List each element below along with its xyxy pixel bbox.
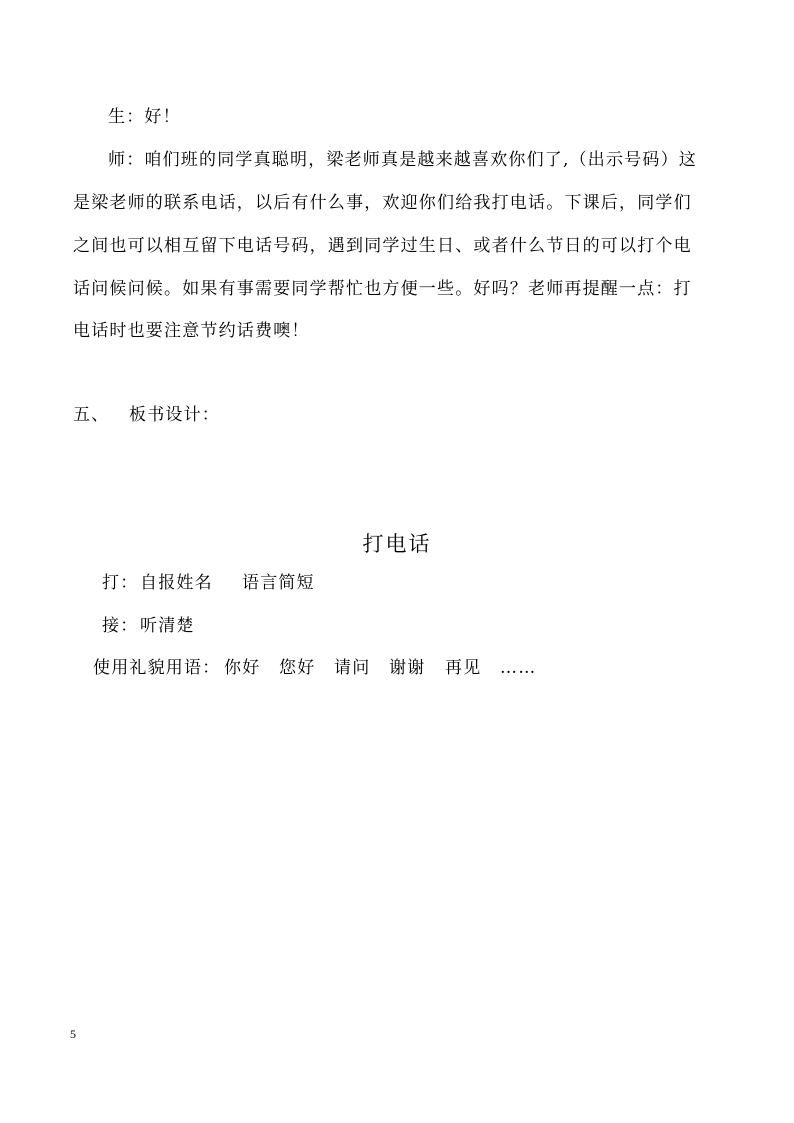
student-line: 生：好！	[108, 107, 181, 127]
teacher-line-2: 是梁老师的联系电话，以后有什么事，欢迎你们给我打电话。下课后，同学们	[73, 193, 692, 213]
polite-item-3: 请问	[334, 658, 371, 678]
polite-item-1: 你好	[224, 658, 261, 678]
polite-item-5: 再见	[445, 658, 482, 678]
answer-label: 接：	[102, 616, 139, 636]
polite-item-6: ……	[500, 658, 537, 678]
call-item-1: 自报姓名	[140, 573, 213, 593]
page-number: 5	[70, 1027, 76, 1041]
answer-item-1: 听清楚	[140, 616, 195, 636]
board-title: 打电话	[362, 532, 432, 556]
polite-item-2: 您好	[279, 658, 316, 678]
section-heading: 板书设计：	[129, 405, 220, 425]
polite-item-4: 谢谢	[389, 658, 426, 678]
teacher-line-5: 电话时也要注意节约话费噢！	[73, 321, 310, 341]
call-label: 打：	[102, 573, 139, 593]
teacher-line-1: 师：咱们班的同学真聪明，梁老师真是越来越喜欢你们了,（出示号码）这	[108, 150, 698, 170]
section-number: 五、	[73, 405, 110, 425]
teacher-line-4: 话问候问候。如果有事需要同学帮忙也方便一些。好吗？老师再提醒一点：打	[73, 279, 692, 299]
polite-label: 使用礼貌用语：	[93, 658, 221, 678]
call-item-2: 语言简短	[242, 573, 315, 593]
teacher-line-3: 之间也可以相互留下电话号码，遇到同学过生日、或者什么节日的可以打个电	[73, 236, 692, 256]
